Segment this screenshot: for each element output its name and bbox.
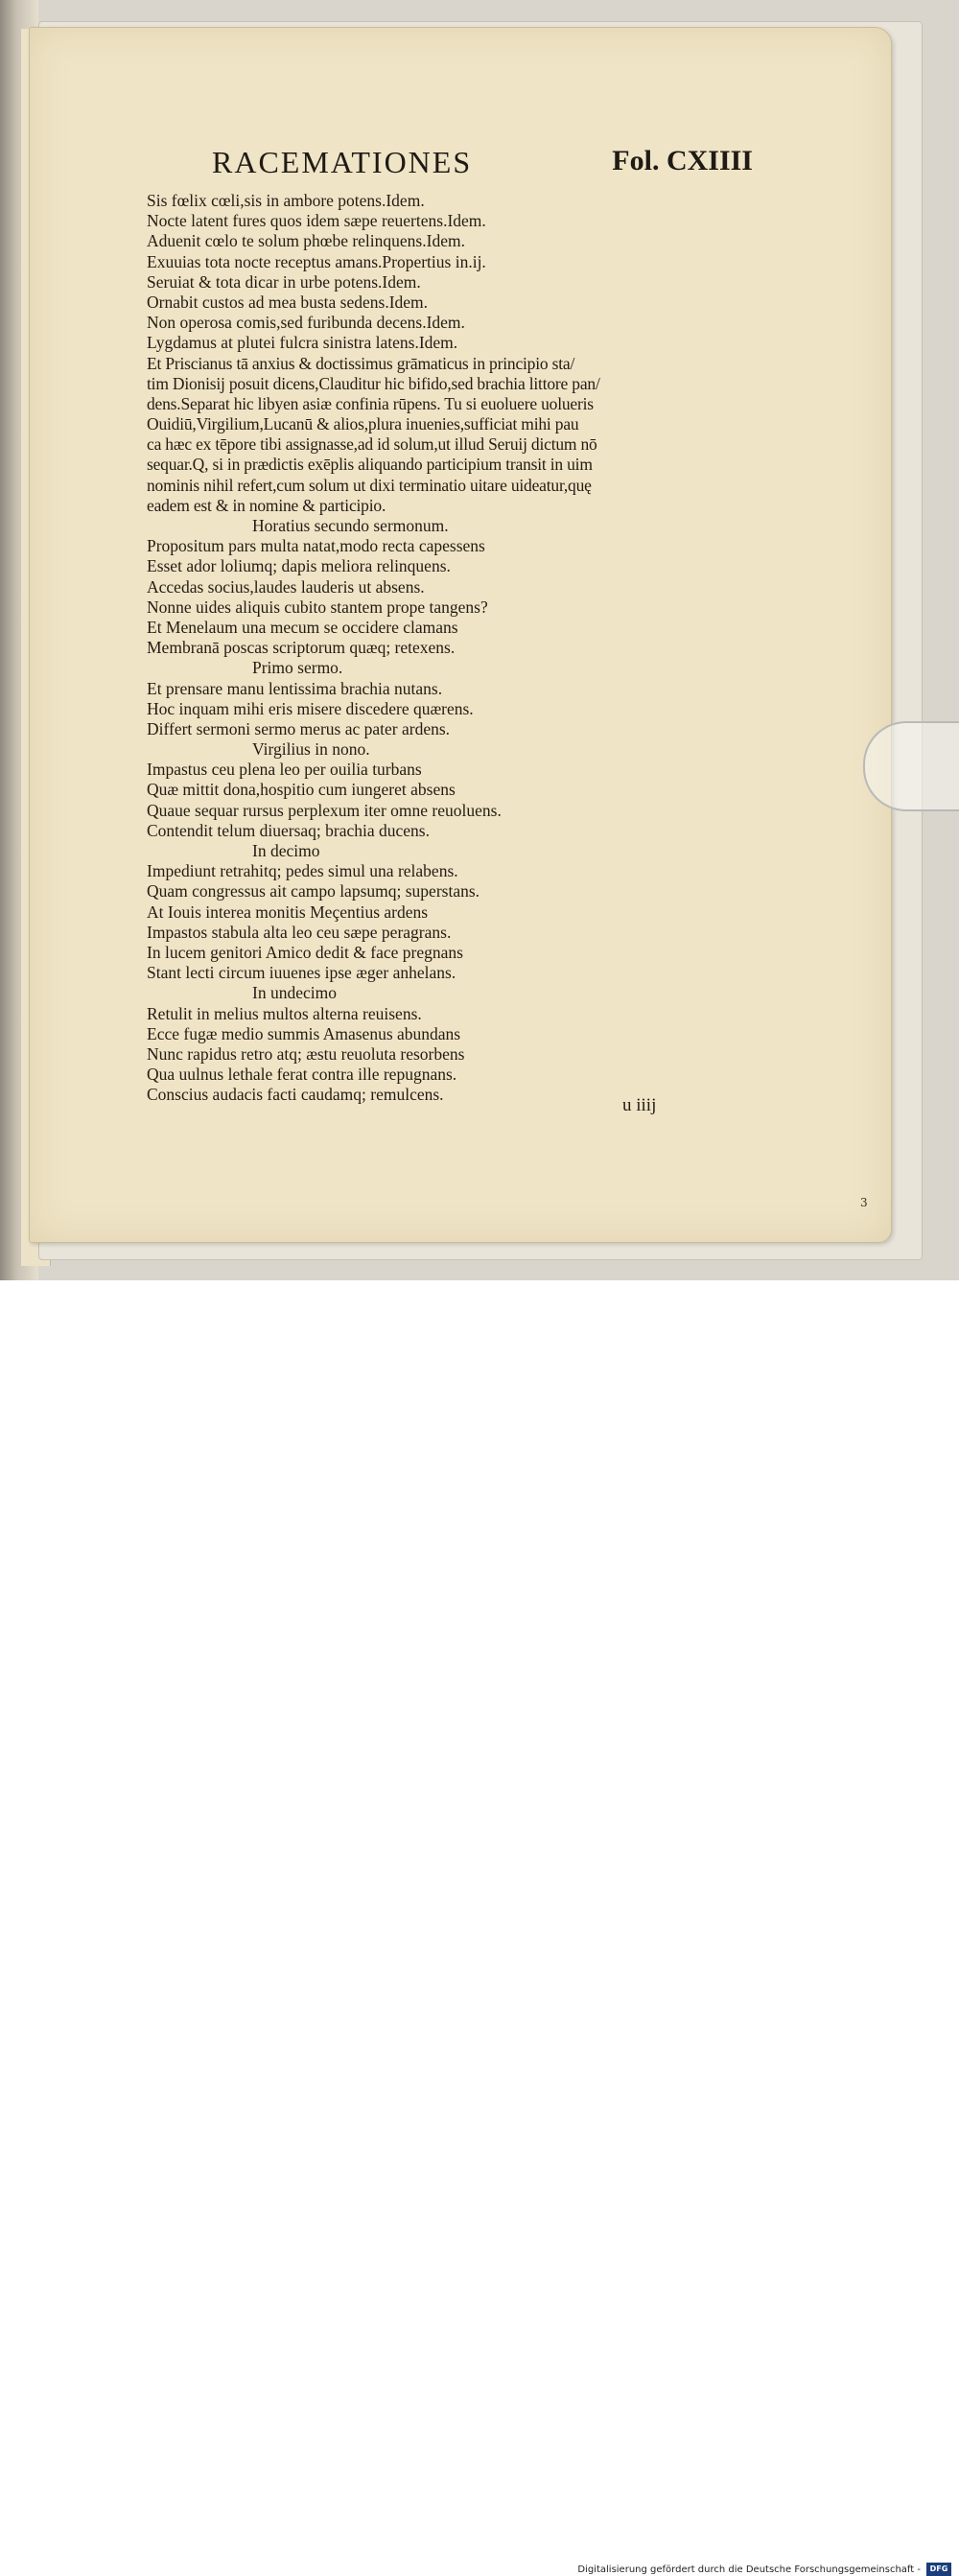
section-heading: In decimo (252, 841, 320, 860)
scan-background (0, 0, 959, 1280)
text-line: Esset ador loliumq; dapis meliora relinquens. (147, 556, 451, 576)
folio-number: Fol. CXIIII (612, 145, 753, 176)
text-line: Conscius audacis facti caudamq; remulcens. (147, 1085, 444, 1105)
text-line: Retulit in melius multos alterna reuisens. (147, 1003, 422, 1023)
text-line: Impediunt retrahitq; pedes simul una relabens. (147, 861, 458, 881)
text-line: tim Dionisij posuit dicens,Clauditur hic bifido,sed brachia littore pan/ (147, 373, 600, 393)
text-line: Differt sermoni sermo merus ac pater ardens. (147, 718, 451, 738)
running-head (212, 145, 759, 183)
page-mark: 3 (860, 1196, 868, 1209)
text-line: Et prensare manu lentissima brachia nutans. (147, 678, 443, 698)
text-line: Aduenit cœlo te solum phœbe relinquens.Idem. (147, 231, 465, 251)
text-line: Exuuias tota nocte receptus amans.Propertius in.ij. (147, 251, 486, 271)
book-page (29, 27, 892, 1243)
text-line: Nonne uides aliquis cubito stantem prope tangens? (147, 597, 488, 617)
text-line: Et Priscianus tā anxius & doctissimus grāmaticus in principio sta/ (147, 353, 575, 373)
text-line: eadem est & in nomine & participio. (147, 495, 386, 515)
text-line: Nocte latent fures quos idem sæpe reuertens.Idem. (147, 211, 486, 231)
running-title: RACEMATIONES (212, 145, 473, 179)
text-line: Qua uulnus lethale ferat contra ille repugnans. (147, 1065, 457, 1085)
text-line: Et Menelaum una mecum se occidere clamans (147, 617, 458, 637)
text-line: Hoc inquam mihi eris misere discedere quærens. (147, 698, 474, 718)
text-line: Ecce fugæ medio summis Amasenus abundans (147, 1023, 461, 1043)
text-line: Stant lecti circum iuuenes ipse æger anhelans. (147, 963, 456, 983)
text-line: Impastos stabula alta leo ceu sæpe peragrans. (147, 922, 452, 942)
text-line: Non operosa comis,sed furibunda decens.Idem. (147, 313, 465, 333)
text-line: Quam congressus ait campo lapsumq; superstans. (147, 881, 480, 902)
section-heading: Virgilius in nono. (252, 739, 370, 760)
signature-mark: u iiij (622, 1095, 657, 1115)
text-line: Membranā poscas scriptorum quæq; retexens. (147, 638, 456, 658)
text-line: dens.Separat hic libyen asiæ confinia rūpens. Tu si euoluere uolueris (147, 393, 594, 413)
text-line: ca hæc ex tēpore tibi assignasse,ad id solum,ut illud Seruij dictum nō (147, 434, 597, 455)
text-line: Ouidiū,Virgilium,Lucanū & alios,plura inuenies,sufficiat mihi pau (147, 414, 579, 434)
text-line: Accedas socius,laudes lauderis ut absens. (147, 576, 425, 597)
text-line: Contendit telum diuersaq; brachia ducens. (147, 820, 430, 840)
text-line: nominis nihil refert,cum solum ut dixi terminatio uitare uideatur,quę (147, 475, 592, 495)
text-line: Propositum pars multa natat,modo recta capessens (147, 536, 485, 556)
text-line: At Iouis interea monitis Meçentius ardens (147, 902, 429, 922)
section-heading: In undecimo (252, 983, 337, 1003)
page-text (147, 191, 780, 1105)
text-line: Ornabit custos ad mea busta sedens.Idem. (147, 292, 429, 312)
text-line: sequar.Q, si in prædictis exēplis aliquando participium transit in uim (147, 455, 593, 475)
text-line: Lygdamus at plutei fulcra sinistra latens.Idem. (147, 333, 458, 353)
text-line: Quæ mittit dona,hospitio cum iungeret absens (147, 780, 456, 800)
footer-bar (0, 1280, 959, 2575)
funding-credit: Digitalisierung gefördert durch die Deutsche Forschungsgemeinschaft - (577, 2564, 921, 2575)
text-line: Seruiat & tota dicar in urbe potens.Idem. (147, 271, 421, 292)
section-heading: Horatius secundo sermonum. (252, 516, 449, 535)
dfg-logo-icon: DFG (926, 2563, 951, 2576)
section-heading: Primo sermo. (252, 658, 343, 678)
text-line: Sis fœlix cœli,sis in ambore potens.Idem. (147, 191, 425, 210)
text-line: In lucem genitori Amico dedit & face pregnans (147, 942, 463, 962)
page-clip (863, 721, 959, 811)
text-line: Impastus ceu plena leo per ouilia turbans (147, 760, 422, 780)
text-line: Quaue sequar rursus perplexum iter omne reuoluens. (147, 800, 502, 820)
text-line: Nunc rapidus retro atq; æstu reuoluta resorbens (147, 1043, 465, 1064)
